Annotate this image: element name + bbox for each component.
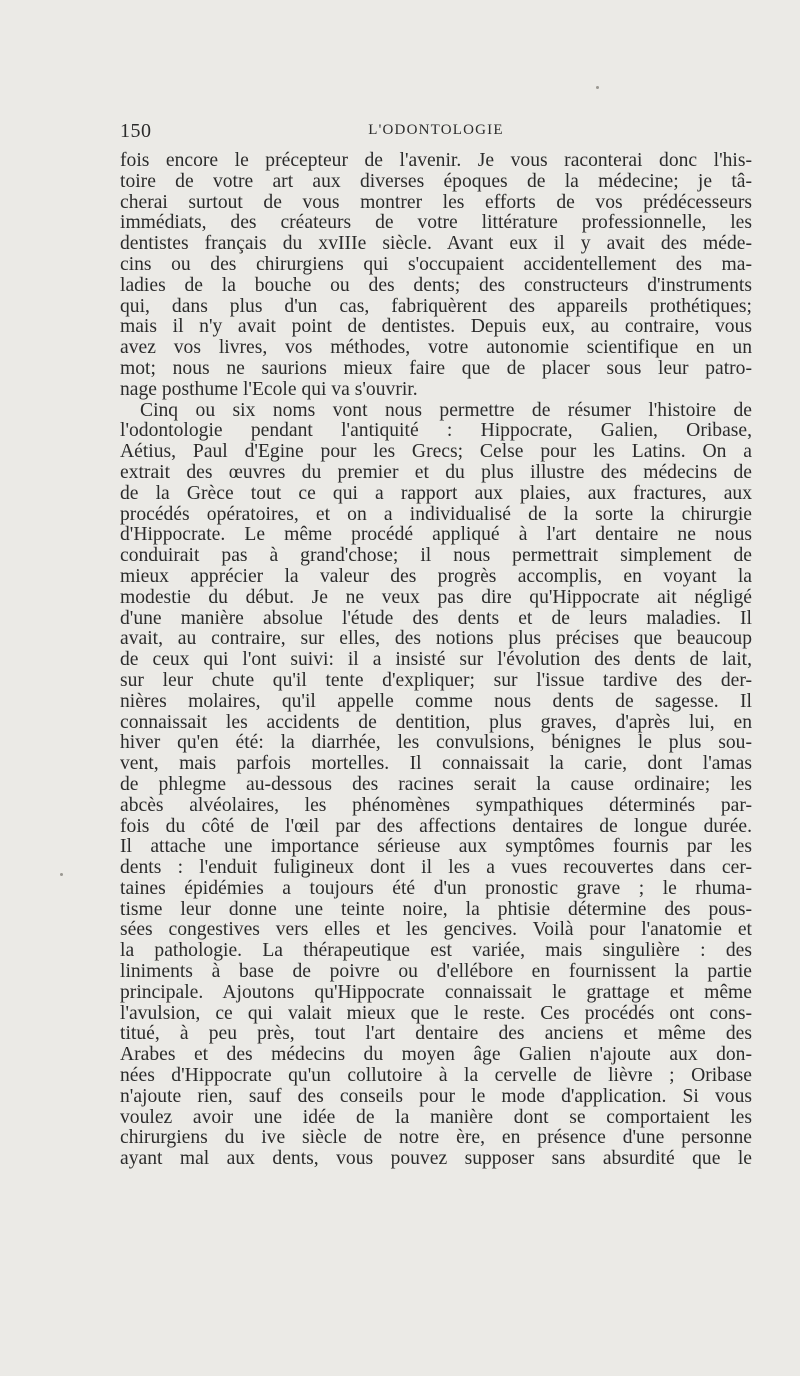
text-line: dentistes français du xvIIIe siècle. Avant eux il y avait des méde- — [120, 233, 752, 255]
text-line: immédiats, des créateurs de votre littérature professionnelle, les — [120, 212, 752, 234]
text-line: cherai surtout de vous montrer les efforts de vos prédécesseurs — [120, 191, 752, 213]
text-line: connaissait les accidents de dentition, plus graves, d'après lui, en — [120, 711, 752, 733]
text-line: principale. Ajoutons qu'Hippocrate connaissait le grattage et même — [120, 981, 752, 1003]
text-line: fois du côté de l'œil par des affections dentaires de longue durée. — [120, 815, 752, 837]
text-line: sées congestives vers elles et les gencives. Voilà pour l'anatomie et — [120, 919, 752, 941]
text-line: cins ou des chirurgiens qui s'occupaient accidentellement des ma- — [120, 253, 752, 275]
text-line: mais il n'y avait point de dentistes. Depuis eux, au contraire, vous — [120, 316, 752, 338]
text-line: de la Grèce tout ce qui a rapport aux plaies, aux fractures, aux — [120, 482, 752, 504]
text-line: chirurgiens du ive siècle de notre ère, en présence d'une personne — [120, 1127, 752, 1149]
text-line: d'une manière absolue l'étude des dents et de leurs maladies. Il — [120, 607, 752, 629]
text-line: sur leur chute qu'il tente d'expliquer; sur l'issue tardive des der- — [120, 669, 752, 691]
page-number: 150 — [120, 120, 152, 142]
text-line: l'odontologie pendant l'antiquité : Hippocrate, Galien, Oribase, — [120, 420, 752, 442]
text-line: abcès alvéolaires, les phénomènes sympathiques déterminés par- — [120, 794, 752, 816]
text-line: vent, mais parfois mortelles. Il connaissait la carie, dont l'amas — [120, 753, 752, 775]
text-line: tisme leur donne une teinte noire, la phtisie détermine des pous- — [120, 898, 752, 920]
page-header — [120, 120, 752, 146]
text-line: Il attache une importance sérieuse aux symptômes fournis par les — [120, 836, 752, 858]
text-line: n'ajoute rien, sauf des conseils pour le mode d'application. Si vous — [120, 1085, 752, 1107]
text-line: taines épidémies a toujours été d'un pronostic grave ; le rhuma- — [120, 877, 752, 899]
text-line: titué, à peu près, tout l'art dentaire des anciens et même des — [120, 1023, 752, 1045]
text-line: ayant mal aux dents, vous pouvez supposer sans absurdité que le — [120, 1148, 752, 1170]
text-line: nées d'Hippocrate qu'un collutoire à la cervelle de lièvre ; Oribase — [120, 1065, 752, 1087]
paper-speck — [596, 86, 599, 89]
text-line: dents : l'enduit fuligineux dont il les a vues recouvertes dans cer- — [120, 857, 752, 879]
text-line: mieux apprécier la valeur des progrès accomplis, en voyant la — [120, 565, 752, 587]
text-line: hiver qu'en été: la diarrhée, les convulsions, bénignes le plus sou- — [120, 732, 752, 754]
text-line: avait, au contraire, sur elles, des notions plus précises que beaucoup — [120, 628, 752, 650]
text-line: mot; nous ne saurions mieux faire que de placer sous leur patro- — [120, 357, 752, 379]
text-line: liniments à base de poivre ou d'ellébore en fournissent la partie — [120, 961, 752, 983]
text-line: la pathologie. La thérapeutique est variée, mais singulière : des — [120, 940, 752, 962]
text-line: voulez avoir une idée de la manière dont se comportaient les — [120, 1106, 752, 1128]
text-line: qui, dans plus d'un cas, fabriquèrent des appareils prothétiques; — [120, 295, 752, 317]
text-line: Aétius, Paul d'Egine pour les Grecs; Celse pour les Latins. On a — [120, 441, 752, 463]
body-text — [120, 151, 752, 1170]
text-line: Arabes et des médecins du moyen âge Galien n'ajoute aux don- — [120, 1044, 752, 1066]
text-line: ladies de la bouche ou des dents; des constructeurs d'instruments — [120, 274, 752, 296]
text-line: de ceux qui l'ont suivi: il a insisté sur l'évolution des dents de lait, — [120, 649, 752, 671]
text-line: l'avulsion, ce qui valait mieux que le reste. Ces procédés ont cons- — [120, 1002, 752, 1024]
text-line: avez vos livres, vos méthodes, votre autonomie scientifique en un — [120, 337, 752, 359]
text-line: nières molaires, qu'il appelle comme nous dents de sagesse. Il — [120, 690, 752, 712]
text-line: toire de votre art aux diverses époques de la médecine; je tâ- — [120, 170, 752, 192]
text-line: nage posthume l'Ecole qui va s'ouvrir. — [120, 378, 418, 400]
text-line: Cinq ou six noms vont nous permettre de résumer l'histoire de — [140, 399, 752, 421]
text-line: d'Hippocrate. Le même procédé appliqué à l'art dentaire ne nous — [120, 524, 752, 546]
paper-speck — [60, 873, 63, 876]
text-line: de phlegme au-dessous des racines serait la cause ordinaire; les — [120, 773, 752, 795]
text-line: modestie du début. Je ne veux pas dire qu'Hippocrate ait négligé — [120, 586, 752, 608]
running-title: L'ODONTOLOGIE — [368, 122, 504, 138]
text-line: procédés opératoires, et on a individualisé de la sorte la chirurgie — [120, 503, 752, 525]
text-line: fois encore le précepteur de l'avenir. Je vous raconterai donc l'his- — [120, 150, 752, 171]
text-line: conduirait pas à grand'chose; il nous permettrait simplement de — [120, 545, 752, 567]
text-line: extrait des œuvres du premier et du plus illustre des médecins de — [120, 461, 752, 483]
